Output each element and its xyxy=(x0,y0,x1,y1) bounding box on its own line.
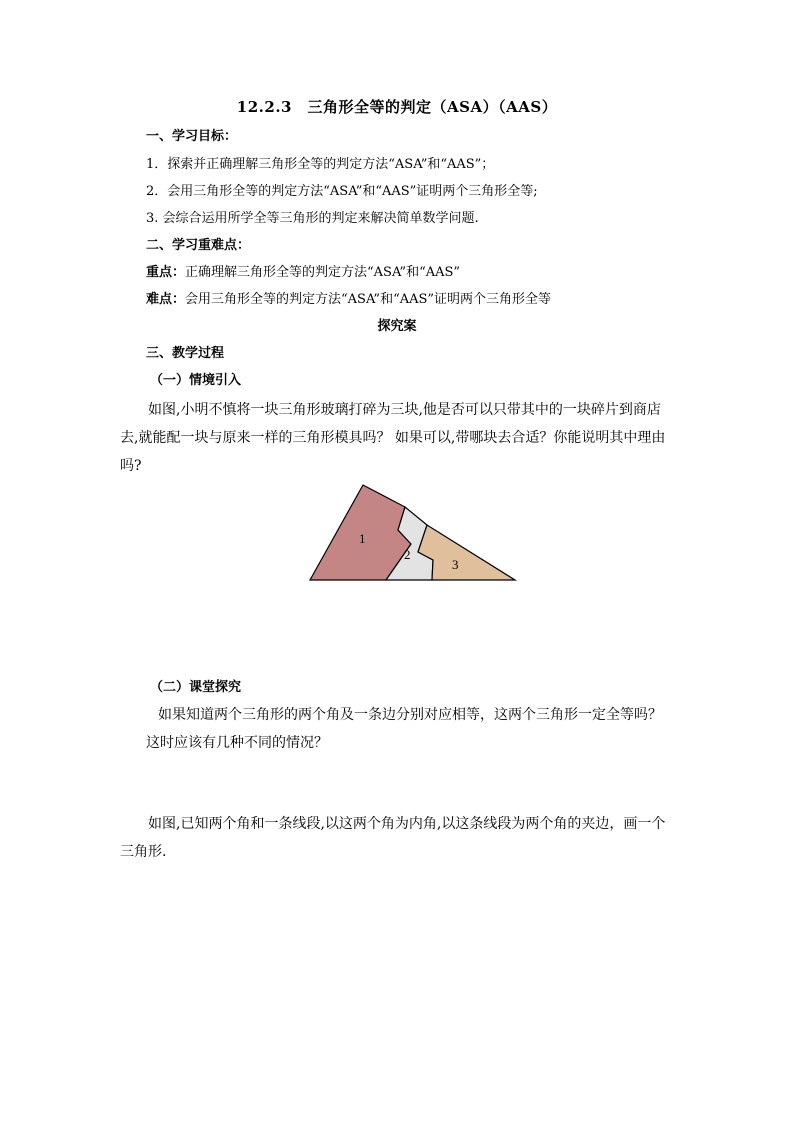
difficult-point-row xyxy=(146,291,551,309)
goal-item-2: 2．会用三角形全等的判定方法“ASA”和“AAS”证明两个三角形全等; xyxy=(146,184,538,199)
difficult-point-text: 会用三角形全等的判定方法“ASA”和“AAS”证明两个三角形全等 xyxy=(185,292,552,307)
explore-question-2: 这时应该有几种不同的情况？ xyxy=(146,735,328,751)
piece-label-3: 3 xyxy=(452,557,459,572)
goal-item-3: 3. 会综合运用所学全等三角形的判定来解决简单数学问题. xyxy=(146,211,479,226)
key-point-text: 正确理解三角形全等的判定方法“ASA”和“AAS” xyxy=(185,265,461,280)
piece-label-2: 2 xyxy=(404,547,411,562)
process-heading: 三、教学过程 xyxy=(146,346,225,361)
page-title: 12.2.3 三角形全等的判定（ASA）（AAS） xyxy=(236,98,558,116)
intro-heading: （一）情境引入 xyxy=(150,373,242,388)
intro-paragraph: 如图,小明不慎将一块三角形玻璃打碎为三块,他是否可以只带其中的一块碎片到商店去,就能配一块与原来一样的三角形模具吗？ 如果可以,带哪块去合适？你能说明其中理由吗? xyxy=(120,402,666,474)
explore-section-title: 探究案 xyxy=(377,319,417,334)
difficult-point-label: 难点： xyxy=(146,292,186,307)
explore-heading: （二）课堂探究 xyxy=(150,680,242,695)
goals-heading: 一、学习目标： xyxy=(146,129,238,144)
key-point-row xyxy=(146,264,460,282)
piece-label-1: 1 xyxy=(359,531,366,546)
broken-triangle-figure xyxy=(305,480,520,584)
key-points-heading: 二、学习重难点： xyxy=(146,238,251,253)
explore-question-1: 如果知道两个三角形的两个角及一条边分别对应相等，这两个三角形一定全等吗？ xyxy=(158,707,662,723)
key-point-label: 重点： xyxy=(146,265,186,280)
glass-piece-3 xyxy=(418,525,515,580)
goal-item-1: 1．探索并正确理解三角形全等的判定方法“ASA”和“AAS”； xyxy=(146,157,495,172)
draw-triangle-paragraph: 如图,已知两个角和一条线段,以这两个角为内角,以这条线段为两个角的夹边，画一个三角形. xyxy=(120,816,666,860)
